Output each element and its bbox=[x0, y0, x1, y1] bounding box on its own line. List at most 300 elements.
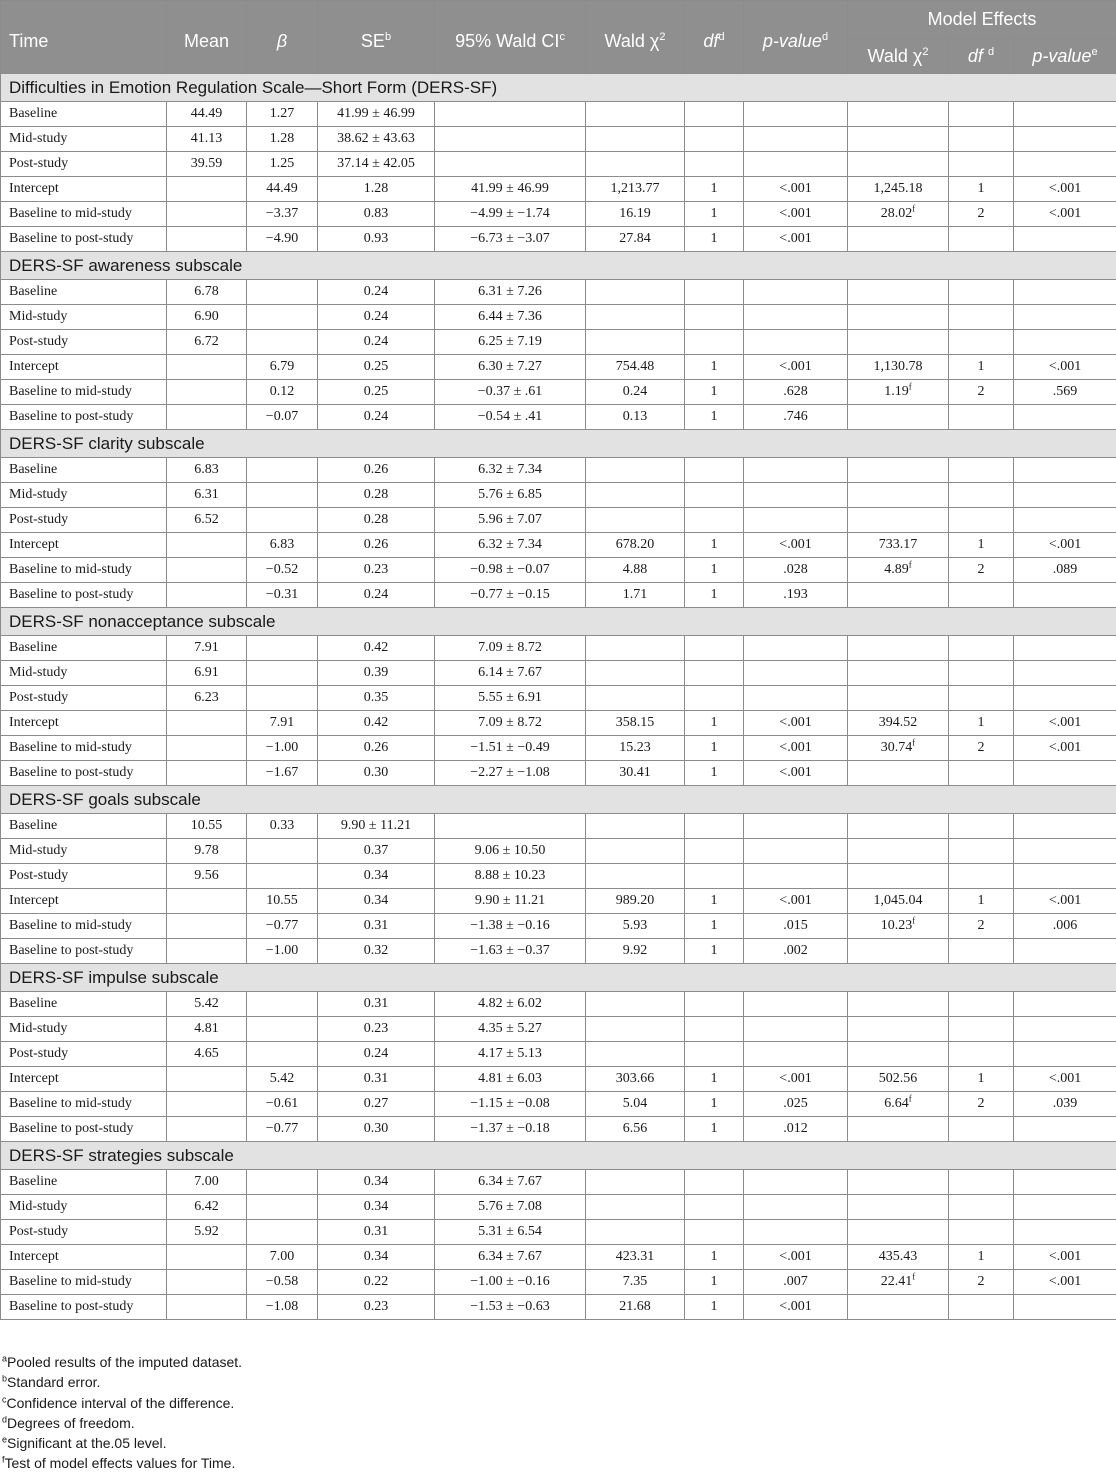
header-ci bbox=[435, 1, 586, 74]
cell-wald bbox=[586, 1017, 685, 1042]
cell-me-p bbox=[1014, 508, 1116, 533]
cell-me-wald bbox=[848, 380, 949, 405]
cell-me-wald bbox=[848, 1170, 949, 1195]
cell-beta: 1.25 bbox=[247, 152, 318, 177]
cell-time: Intercept bbox=[1, 711, 167, 736]
cell-ci: −1.63 ± −0.37 bbox=[435, 939, 586, 964]
table-row bbox=[1, 280, 1116, 305]
cell-se: 0.34 bbox=[318, 889, 435, 914]
cell-df: 1 bbox=[685, 914, 744, 939]
cell-p bbox=[744, 483, 848, 508]
cell-time: Intercept bbox=[1, 177, 167, 202]
cell-df: 1 bbox=[685, 1295, 744, 1320]
cell-me-df bbox=[949, 814, 1014, 839]
cell-time: Baseline bbox=[1, 1170, 167, 1195]
cell-beta bbox=[247, 864, 318, 889]
section-header-row bbox=[1, 74, 1116, 102]
footnote bbox=[0, 1352, 1116, 1372]
header-me-df-label: df bbox=[968, 46, 983, 66]
cell-me-wald bbox=[848, 661, 949, 686]
cell-wald: 6.56 bbox=[586, 1117, 685, 1142]
cell-df: 1 bbox=[685, 202, 744, 227]
cell-time: Baseline to post-study bbox=[1, 939, 167, 964]
table-row bbox=[1, 177, 1116, 202]
table-row bbox=[1, 1067, 1116, 1092]
cell-se: 0.31 bbox=[318, 914, 435, 939]
cell-ci: 6.32 ± 7.34 bbox=[435, 533, 586, 558]
cell-me-wald bbox=[848, 405, 949, 430]
cell-df: 1 bbox=[685, 939, 744, 964]
cell-df bbox=[685, 330, 744, 355]
section-title: DERS-SF strategies subscale bbox=[1, 1142, 1116, 1170]
cell-mean bbox=[167, 1270, 247, 1295]
cell-p bbox=[744, 1042, 848, 1067]
cell-df: 1 bbox=[685, 761, 744, 786]
cell-me-df bbox=[949, 661, 1014, 686]
cell-me-wald-value: 502.56 bbox=[879, 1071, 918, 1086]
cell-beta: 44.49 bbox=[247, 177, 318, 202]
section-header-row bbox=[1, 252, 1116, 280]
footnote bbox=[0, 1433, 1116, 1453]
cell-ci: −1.53 ± −0.63 bbox=[435, 1295, 586, 1320]
cell-df: 1 bbox=[685, 1067, 744, 1092]
cell-wald: 358.15 bbox=[586, 711, 685, 736]
cell-se: 0.30 bbox=[318, 761, 435, 786]
cell-p: <.001 bbox=[744, 533, 848, 558]
cell-mean: 10.55 bbox=[167, 814, 247, 839]
cell-beta bbox=[247, 839, 318, 864]
cell-p bbox=[744, 1017, 848, 1042]
footnote-mark: e bbox=[2, 1435, 7, 1445]
cell-me-df: 1 bbox=[949, 355, 1014, 380]
cell-mean: 5.92 bbox=[167, 1220, 247, 1245]
cell-se: 0.34 bbox=[318, 1170, 435, 1195]
table-row bbox=[1, 533, 1116, 558]
cell-time: Baseline to mid-study bbox=[1, 202, 167, 227]
header-df bbox=[685, 1, 744, 74]
cell-wald bbox=[586, 1042, 685, 1067]
cell-beta bbox=[247, 992, 318, 1017]
table-row bbox=[1, 661, 1116, 686]
cell-beta: −4.90 bbox=[247, 227, 318, 252]
cell-wald: 21.68 bbox=[586, 1295, 685, 1320]
header-df-footnote-mark: d bbox=[718, 31, 724, 43]
cell-me-df: 2 bbox=[949, 1270, 1014, 1295]
cell-me-df: 1 bbox=[949, 711, 1014, 736]
header-me-wald-label: Wald χ bbox=[868, 46, 923, 66]
cell-me-p bbox=[1014, 661, 1116, 686]
header-time bbox=[1, 1, 167, 74]
cell-df: 1 bbox=[685, 558, 744, 583]
cell-me-wald-value: 30.74 bbox=[881, 740, 913, 755]
cell-df: 1 bbox=[685, 405, 744, 430]
cell-me-df bbox=[949, 839, 1014, 864]
cell-beta: −1.00 bbox=[247, 736, 318, 761]
cell-me-df: 1 bbox=[949, 889, 1014, 914]
cell-df: 1 bbox=[685, 889, 744, 914]
cell-p: <.001 bbox=[744, 889, 848, 914]
cell-beta bbox=[247, 636, 318, 661]
cell-se: 0.31 bbox=[318, 1067, 435, 1092]
header-me-df bbox=[949, 39, 1014, 74]
cell-me-wald bbox=[848, 686, 949, 711]
cell-time: Baseline to post-study bbox=[1, 405, 167, 430]
footnote-text: Pooled results of the imputed dataset. bbox=[7, 1354, 242, 1370]
cell-me-wald bbox=[848, 280, 949, 305]
cell-mean: 6.31 bbox=[167, 483, 247, 508]
cell-mean bbox=[167, 1245, 247, 1270]
cell-me-p bbox=[1014, 839, 1116, 864]
cell-ci: −0.77 ± −0.15 bbox=[435, 583, 586, 608]
header-model-effects bbox=[848, 1, 1116, 39]
cell-p bbox=[744, 636, 848, 661]
cell-ci: −6.73 ± −3.07 bbox=[435, 227, 586, 252]
table-row bbox=[1, 711, 1116, 736]
cell-beta: 5.42 bbox=[247, 1067, 318, 1092]
cell-se: 0.28 bbox=[318, 483, 435, 508]
cell-wald: 0.24 bbox=[586, 380, 685, 405]
section-header-row bbox=[1, 786, 1116, 814]
header-me-wald bbox=[848, 39, 949, 74]
cell-mean bbox=[167, 533, 247, 558]
cell-beta: −3.37 bbox=[247, 202, 318, 227]
cell-df: 1 bbox=[685, 583, 744, 608]
table-row bbox=[1, 1295, 1116, 1320]
section-title: DERS-SF nonacceptance subscale bbox=[1, 608, 1116, 636]
cell-df bbox=[685, 152, 744, 177]
table-row bbox=[1, 839, 1116, 864]
cell-wald bbox=[586, 508, 685, 533]
cell-p: .746 bbox=[744, 405, 848, 430]
cell-me-p bbox=[1014, 636, 1116, 661]
cell-time: Baseline bbox=[1, 636, 167, 661]
cell-time: Baseline to post-study bbox=[1, 1295, 167, 1320]
cell-ci: 6.32 ± 7.34 bbox=[435, 458, 586, 483]
cell-me-df: 1 bbox=[949, 177, 1014, 202]
header-se bbox=[318, 1, 435, 74]
table-row bbox=[1, 992, 1116, 1017]
cell-p bbox=[744, 152, 848, 177]
cell-se: 0.24 bbox=[318, 405, 435, 430]
cell-se: 0.26 bbox=[318, 736, 435, 761]
cell-time: Baseline bbox=[1, 280, 167, 305]
table-row bbox=[1, 1017, 1116, 1042]
cell-time: Mid-study bbox=[1, 127, 167, 152]
cell-wald: 5.04 bbox=[586, 1092, 685, 1117]
cell-df: 1 bbox=[685, 1245, 744, 1270]
cell-me-df bbox=[949, 1017, 1014, 1042]
cell-p: .007 bbox=[744, 1270, 848, 1295]
cell-wald bbox=[586, 483, 685, 508]
cell-mean bbox=[167, 889, 247, 914]
header-me-df-footnote-mark: d bbox=[988, 46, 994, 58]
cell-wald bbox=[586, 280, 685, 305]
cell-se: 0.26 bbox=[318, 458, 435, 483]
cell-me-df bbox=[949, 939, 1014, 964]
footnote-text: Significant at the.05 level. bbox=[7, 1435, 167, 1451]
cell-me-wald bbox=[848, 1295, 949, 1320]
cell-mean: 6.83 bbox=[167, 458, 247, 483]
cell-wald bbox=[586, 305, 685, 330]
cell-time: Intercept bbox=[1, 1067, 167, 1092]
header-beta-label: β bbox=[277, 31, 287, 51]
cell-mean: 39.59 bbox=[167, 152, 247, 177]
footnote bbox=[0, 1413, 1116, 1433]
cell-df: 1 bbox=[685, 1117, 744, 1142]
cell-time: Post-study bbox=[1, 1042, 167, 1067]
footnote bbox=[0, 1372, 1116, 1392]
cell-me-wald bbox=[848, 939, 949, 964]
cell-wald bbox=[586, 839, 685, 864]
table-row bbox=[1, 380, 1116, 405]
cell-beta bbox=[247, 1042, 318, 1067]
cell-beta: 10.55 bbox=[247, 889, 318, 914]
table-header bbox=[1, 1, 1116, 74]
cell-me-wald bbox=[848, 1117, 949, 1142]
cell-df bbox=[685, 483, 744, 508]
cell-time: Baseline to mid-study bbox=[1, 736, 167, 761]
cell-beta bbox=[247, 1170, 318, 1195]
cell-p: .012 bbox=[744, 1117, 848, 1142]
cell-me-df bbox=[949, 1195, 1014, 1220]
cell-df bbox=[685, 1220, 744, 1245]
cell-mean: 6.23 bbox=[167, 686, 247, 711]
cell-ci: 6.44 ± 7.36 bbox=[435, 305, 586, 330]
cell-me-df: 2 bbox=[949, 558, 1014, 583]
cell-me-p: <.001 bbox=[1014, 736, 1116, 761]
cell-me-p bbox=[1014, 583, 1116, 608]
cell-se: 0.24 bbox=[318, 330, 435, 355]
cell-time: Intercept bbox=[1, 355, 167, 380]
cell-se: 0.23 bbox=[318, 558, 435, 583]
cell-me-wald-value: 1,045.04 bbox=[874, 893, 923, 908]
cell-se: 0.39 bbox=[318, 661, 435, 686]
header-wald-superscript: 2 bbox=[659, 31, 665, 43]
cell-p: <.001 bbox=[744, 1295, 848, 1320]
cell-beta bbox=[247, 483, 318, 508]
cell-ci: −0.54 ± .41 bbox=[435, 405, 586, 430]
cell-mean: 6.52 bbox=[167, 508, 247, 533]
table-row bbox=[1, 864, 1116, 889]
cell-wald: 989.20 bbox=[586, 889, 685, 914]
cell-p: .025 bbox=[744, 1092, 848, 1117]
table-row bbox=[1, 583, 1116, 608]
cell-beta: −0.58 bbox=[247, 1270, 318, 1295]
footnote-text: Standard error. bbox=[7, 1374, 100, 1390]
cell-me-p bbox=[1014, 127, 1116, 152]
cell-mean: 7.91 bbox=[167, 636, 247, 661]
cell-me-df: 1 bbox=[949, 533, 1014, 558]
cell-me-df bbox=[949, 405, 1014, 430]
cell-df bbox=[685, 839, 744, 864]
cell-time: Baseline to post-study bbox=[1, 227, 167, 252]
cell-p: <.001 bbox=[744, 1245, 848, 1270]
cell-me-p: .039 bbox=[1014, 1092, 1116, 1117]
cell-se: 0.24 bbox=[318, 583, 435, 608]
cell-me-wald-value: 6.64 bbox=[884, 1096, 909, 1111]
footnote bbox=[0, 1453, 1116, 1473]
table-row bbox=[1, 330, 1116, 355]
cell-mean bbox=[167, 583, 247, 608]
cell-wald bbox=[586, 152, 685, 177]
cell-beta: 6.83 bbox=[247, 533, 318, 558]
cell-me-wald-footnote-mark: f bbox=[912, 915, 915, 925]
header-wald bbox=[586, 1, 685, 74]
cell-me-p bbox=[1014, 1295, 1116, 1320]
cell-p bbox=[744, 686, 848, 711]
cell-ci bbox=[435, 102, 586, 127]
cell-mean: 9.56 bbox=[167, 864, 247, 889]
cell-me-wald-footnote-mark: f bbox=[912, 1271, 915, 1281]
footnote-mark: a bbox=[2, 1353, 7, 1363]
cell-ci: 4.35 ± 5.27 bbox=[435, 1017, 586, 1042]
table-row bbox=[1, 127, 1116, 152]
cell-me-p bbox=[1014, 102, 1116, 127]
cell-ci: −2.27 ± −1.08 bbox=[435, 761, 586, 786]
cell-df: 1 bbox=[685, 533, 744, 558]
cell-beta: −1.08 bbox=[247, 1295, 318, 1320]
cell-mean: 4.65 bbox=[167, 1042, 247, 1067]
table-row bbox=[1, 736, 1116, 761]
section-header-row bbox=[1, 608, 1116, 636]
table-row bbox=[1, 202, 1116, 227]
cell-df bbox=[685, 992, 744, 1017]
cell-se: 0.26 bbox=[318, 533, 435, 558]
header-wald-label: Wald χ bbox=[605, 31, 660, 51]
cell-se: 0.24 bbox=[318, 280, 435, 305]
cell-me-wald bbox=[848, 889, 949, 914]
table-row bbox=[1, 508, 1116, 533]
cell-time: Baseline to post-study bbox=[1, 761, 167, 786]
cell-se: 0.23 bbox=[318, 1295, 435, 1320]
cell-me-wald bbox=[848, 1092, 949, 1117]
cell-se: 0.32 bbox=[318, 939, 435, 964]
cell-time: Post-study bbox=[1, 330, 167, 355]
cell-time: Intercept bbox=[1, 533, 167, 558]
cell-wald bbox=[586, 1170, 685, 1195]
cell-p: <.001 bbox=[744, 355, 848, 380]
cell-me-wald bbox=[848, 583, 949, 608]
cell-se: 0.22 bbox=[318, 1270, 435, 1295]
cell-p bbox=[744, 127, 848, 152]
cell-ci: 4.82 ± 6.02 bbox=[435, 992, 586, 1017]
cell-ci: 5.55 ± 6.91 bbox=[435, 686, 586, 711]
table-row bbox=[1, 1195, 1116, 1220]
cell-ci: −1.38 ± −0.16 bbox=[435, 914, 586, 939]
cell-me-wald bbox=[848, 1067, 949, 1092]
cell-me-p: <.001 bbox=[1014, 533, 1116, 558]
cell-me-wald bbox=[848, 1220, 949, 1245]
cell-me-p bbox=[1014, 761, 1116, 786]
cell-ci: 9.90 ± 11.21 bbox=[435, 889, 586, 914]
cell-p: .628 bbox=[744, 380, 848, 405]
cell-time: Baseline to mid-study bbox=[1, 558, 167, 583]
cell-me-df bbox=[949, 127, 1014, 152]
cell-time: Mid-study bbox=[1, 839, 167, 864]
cell-df: 1 bbox=[685, 711, 744, 736]
cell-mean bbox=[167, 380, 247, 405]
cell-me-df bbox=[949, 330, 1014, 355]
cell-me-p: .569 bbox=[1014, 380, 1116, 405]
cell-mean bbox=[167, 202, 247, 227]
cell-mean bbox=[167, 939, 247, 964]
cell-time: Mid-study bbox=[1, 661, 167, 686]
cell-time: Baseline bbox=[1, 992, 167, 1017]
cell-mean: 9.78 bbox=[167, 839, 247, 864]
cell-wald bbox=[586, 330, 685, 355]
cell-time: Post-study bbox=[1, 686, 167, 711]
cell-me-p bbox=[1014, 227, 1116, 252]
cell-ci: −0.98 ± −0.07 bbox=[435, 558, 586, 583]
cell-beta bbox=[247, 458, 318, 483]
cell-me-df bbox=[949, 305, 1014, 330]
header-model-effects-label: Model Effects bbox=[928, 9, 1037, 29]
cell-beta: 6.79 bbox=[247, 355, 318, 380]
cell-me-wald-value: 28.02 bbox=[881, 206, 913, 221]
cell-p bbox=[744, 1220, 848, 1245]
cell-mean bbox=[167, 558, 247, 583]
cell-me-wald bbox=[848, 483, 949, 508]
cell-time: Baseline bbox=[1, 102, 167, 127]
table-row bbox=[1, 1170, 1116, 1195]
cell-me-wald bbox=[848, 992, 949, 1017]
cell-ci: 4.17 ± 5.13 bbox=[435, 1042, 586, 1067]
table-row bbox=[1, 458, 1116, 483]
header-ci-footnote-mark: c bbox=[559, 31, 565, 43]
cell-se: 0.24 bbox=[318, 1042, 435, 1067]
cell-ci: −1.37 ± −0.18 bbox=[435, 1117, 586, 1142]
cell-me-df bbox=[949, 686, 1014, 711]
cell-beta bbox=[247, 508, 318, 533]
cell-me-p bbox=[1014, 483, 1116, 508]
cell-me-wald bbox=[848, 127, 949, 152]
cell-time: Baseline to mid-study bbox=[1, 380, 167, 405]
cell-me-wald bbox=[848, 152, 949, 177]
cell-wald: 27.84 bbox=[586, 227, 685, 252]
cell-mean bbox=[167, 914, 247, 939]
cell-ci bbox=[435, 814, 586, 839]
cell-me-df bbox=[949, 152, 1014, 177]
cell-me-wald-value: 394.52 bbox=[879, 715, 918, 730]
cell-p: .193 bbox=[744, 583, 848, 608]
cell-df: 1 bbox=[685, 1092, 744, 1117]
cell-me-wald bbox=[848, 1017, 949, 1042]
cell-df: 1 bbox=[685, 380, 744, 405]
cell-me-df bbox=[949, 508, 1014, 533]
footnote-mark: c bbox=[2, 1394, 7, 1404]
cell-wald bbox=[586, 814, 685, 839]
footnote-mark: d bbox=[2, 1414, 7, 1424]
footnotes bbox=[0, 1352, 1116, 1474]
cell-df bbox=[685, 127, 744, 152]
cell-p bbox=[744, 839, 848, 864]
cell-me-p bbox=[1014, 1042, 1116, 1067]
table-row bbox=[1, 355, 1116, 380]
cell-mean bbox=[167, 761, 247, 786]
cell-mean: 6.72 bbox=[167, 330, 247, 355]
table-row bbox=[1, 1270, 1116, 1295]
cell-df bbox=[685, 1195, 744, 1220]
cell-me-p: .006 bbox=[1014, 914, 1116, 939]
cell-p bbox=[744, 330, 848, 355]
cell-me-df bbox=[949, 761, 1014, 786]
header-time-label: Time bbox=[9, 31, 48, 51]
cell-wald: 4.88 bbox=[586, 558, 685, 583]
cell-me-p bbox=[1014, 1117, 1116, 1142]
cell-beta: −0.52 bbox=[247, 558, 318, 583]
cell-mean bbox=[167, 405, 247, 430]
cell-me-wald-value: 22.41 bbox=[881, 1274, 913, 1289]
